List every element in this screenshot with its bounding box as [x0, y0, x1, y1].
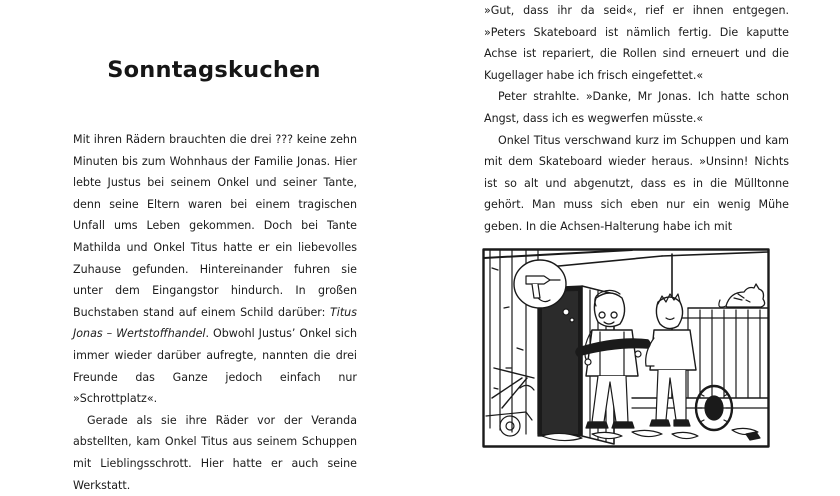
cat-on-fence: [719, 284, 765, 307]
right-paragraph-2: Peter strahlte. »Danke, Mr Jonas. Ich hatte schon Angst, dass ich es wegwerfen müsste.«: [484, 90, 789, 125]
scrap-pile: [486, 368, 534, 436]
right-paragraph-3: Onkel Titus verschwand kurz im Schuppen und kam mit dem Skateboard wieder heraus. »Unsinn! Nichts ist so alt und abgenutzt, dass es in die Mülltonne gehört. Man muss sich eben nur ein wenig Mühe geben. In die Achsen-Halterung habe ich mit: [484, 133, 789, 233]
left-page: [0, 0, 420, 492]
right-page-text: [484, 0, 789, 238]
comic-illustration: [482, 248, 770, 448]
left-paragraph-1-part-a: Mit ihren Rädern brauchten die drei ??? keine zehn Minuten bis zum Wohnhaus der Familie Jonas. Hier lebte Justus bei seinem Onkel und seiner Tante, denn seine Eltern waren bei einem tragischen Unfall ums Leben gekommen. Doch bei Tante Mathilda und Onkel Titus hatte er ein liebevolles Zuhause gefunden. Hintereinander fuhren sie unter dem Eingangstor hindurch. In großen Buchstaben stand auf einem Schild darüber:: [73, 133, 357, 319]
sign-text-italic: Titus Jonas – Wertstoffhandel: [73, 305, 357, 341]
tire: [696, 386, 732, 430]
left-paragraph-1: [73, 129, 357, 410]
right-page: [420, 0, 840, 480]
porch-fence: [632, 252, 768, 408]
left-page-text: [73, 129, 357, 496]
left-paragraph-2: Gerade als sie ihre Räder vor der Veranda abstellten, kam Onkel Titus aus seinem Schuppen mit Lieblingsschrott. Hier hatte er auch seine Werkstatt.: [73, 413, 357, 492]
left-paragraph-1-part-b: . Obwohl Justus’ Onkel sich immer wieder darüber aufregte, nannten die drei Freunde das Ganze jedoch einfach nur »Schrottplatz«.: [73, 327, 357, 406]
chapter-title: Sonntagskuchen: [107, 57, 321, 83]
right-paragraph-1: »Gut, dass ihr da seid«, rief er ihnen entgegen. »Peters Skateboard ist nämlich fertig. Die kaputte Achse ist repariert, die Rollen sind erneuert und die Kugellager habe ich frisch eingefettet.«: [484, 4, 789, 82]
